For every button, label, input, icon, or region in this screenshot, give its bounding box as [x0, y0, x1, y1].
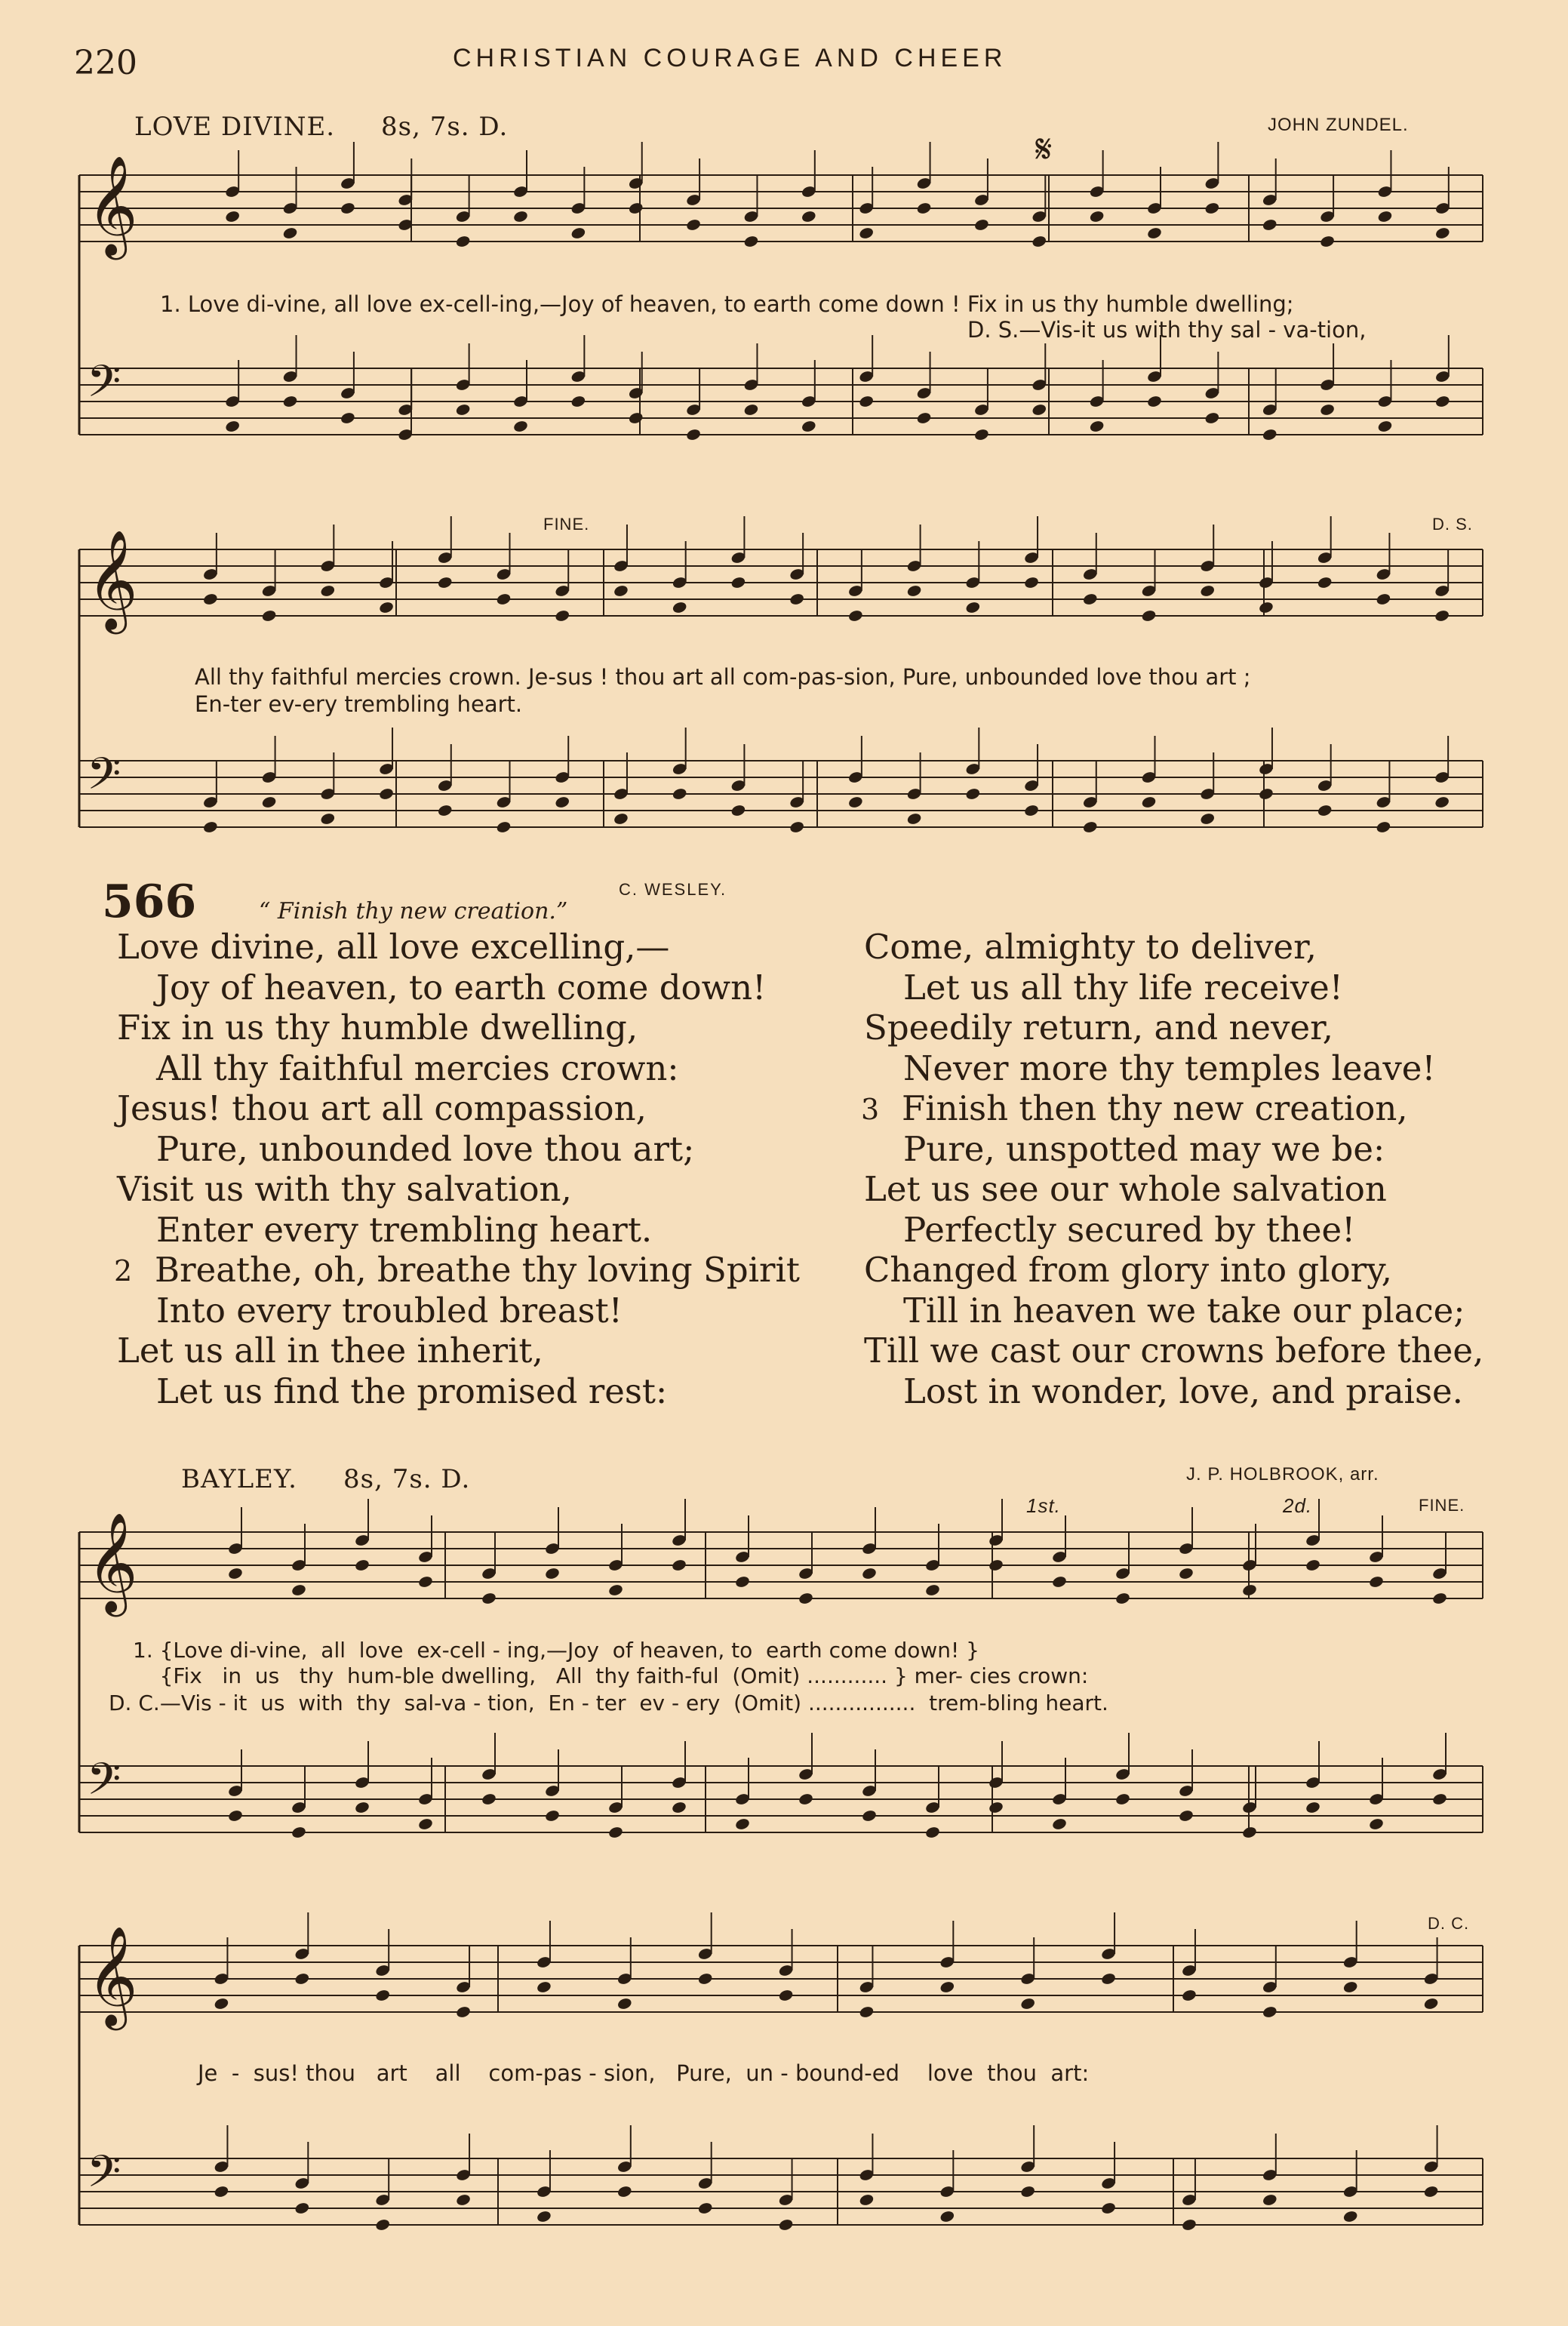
tune1-note: [1204, 411, 1220, 425]
tune2-note: [1305, 1801, 1321, 1814]
tune1-note: [672, 787, 687, 801]
tune2-note: [798, 1592, 813, 1605]
verse-line: Let us all thy life receive!: [903, 967, 1343, 1008]
tune1-note: [1377, 210, 1393, 223]
tune1-note: [1082, 820, 1098, 834]
tune2-note: [1178, 1809, 1194, 1823]
tune2-note: [1100, 2201, 1116, 2215]
verse-line: Pure, unbounded love thou art;: [156, 1128, 695, 1169]
tune1-note: [1146, 226, 1162, 240]
tune1-note: [437, 804, 453, 817]
tune2-note: [1241, 1826, 1257, 1839]
tune2-note: [1051, 1575, 1067, 1589]
tune1-note: [672, 601, 687, 614]
tune2-note: [536, 1980, 552, 1994]
tune2-dc: D. C.: [1428, 1914, 1470, 1933]
tune2-note: [354, 1801, 370, 1814]
tune2-note: [544, 1567, 560, 1580]
tune1-note: [1434, 609, 1450, 623]
tune1-composer: JOHN ZUNDEL.: [1268, 115, 1409, 135]
tune1-note: [965, 601, 981, 614]
tune2-note: [375, 1989, 391, 2002]
tune2-note: [417, 1575, 433, 1589]
verse-line: Let us find the promised rest:: [156, 1371, 668, 1411]
tune1-note: [1023, 804, 1039, 817]
tune1-note: [340, 202, 355, 215]
tune2-note: [671, 1801, 687, 1814]
tune2-note: [214, 1997, 229, 2011]
tune1-lyric-line4: En-ter ev-ery trembling heart.: [195, 691, 523, 717]
tune1-note: [1031, 235, 1047, 248]
verse-line: Fix in us thy humble dwelling,: [117, 1008, 638, 1048]
tune2-note: [227, 1567, 243, 1580]
tune1-note: [743, 403, 759, 417]
tune1-note: [378, 601, 394, 614]
tune1-note: [555, 609, 570, 623]
tune1-note: [1031, 403, 1047, 417]
tune1-note: [743, 235, 759, 248]
tune2-note: [455, 2005, 471, 2019]
verse-line: Lost in wonder, love, and praise.: [903, 1371, 1463, 1411]
tune2-note: [988, 1801, 1004, 1814]
tune2-note: [859, 2005, 875, 2019]
tune2-note: [939, 2210, 955, 2223]
tune2-note: [1431, 1792, 1447, 1806]
tune1-note: [685, 428, 701, 442]
tune1-note: [628, 411, 644, 425]
tune2-note: [1241, 1583, 1257, 1597]
tune1-note: [261, 795, 277, 809]
verse-line: Joy of heaven, to earth come down!: [156, 967, 767, 1008]
verse-line: Till we cast our crowns before thee,: [864, 1331, 1484, 1371]
tune1-note: [282, 395, 298, 408]
tune1-note: [1434, 395, 1450, 408]
treble-clef-icon: 𝄞: [87, 1512, 138, 1613]
tune1-note: [1262, 218, 1277, 232]
tune2-note: [697, 1972, 713, 1986]
tune1-note: [789, 592, 804, 606]
tune1-note: [1258, 787, 1274, 801]
tune1-note: [1200, 584, 1216, 598]
tune1-lyric-line3: All thy faithful mercies crown. Je-sus ! thou art all com-pas-sion, Pure, unbounded love thou art ;: [195, 664, 1251, 690]
tune1-note: [570, 395, 586, 408]
verse-line: All thy faithful mercies crown:: [156, 1048, 679, 1088]
tune1-note: [1146, 395, 1162, 408]
tune1-note: [1376, 592, 1391, 606]
tune1-note: [916, 202, 932, 215]
tune2-name: BAYLEY.: [181, 1464, 297, 1494]
tune1-note: [973, 218, 989, 232]
tune2-note: [294, 1972, 310, 1986]
tune1-note: [320, 812, 336, 826]
tune1-note: [1258, 601, 1274, 614]
tune2-note: [734, 1575, 750, 1589]
tune1-note: [906, 584, 922, 598]
tune2-note: [214, 2185, 229, 2198]
hymn-author: C. WESLEY.: [619, 880, 727, 899]
tune2-note: [481, 1592, 497, 1605]
verse-line: Jesus! thou art all compassion,: [117, 1088, 647, 1128]
verse-line: Love divine, all love excelling,—: [117, 927, 670, 967]
tune1-note: [570, 226, 586, 240]
tune2-note: [988, 1558, 1004, 1572]
tune2-note: [1368, 1817, 1384, 1831]
tune1-note: [496, 592, 512, 606]
tune2-note: [778, 1989, 794, 2002]
verse-line: Speedily return, and never,: [864, 1008, 1333, 1048]
tune1-note: [202, 592, 218, 606]
tune2-note: [481, 1792, 497, 1806]
tune1-note: [1319, 403, 1335, 417]
verse-line: Breathe, oh, breathe thy loving Spirit: [155, 1250, 800, 1290]
verse-line: Perfectly secured by thee!: [903, 1209, 1356, 1250]
tune1-note: [320, 584, 336, 598]
tune1-note: [1023, 576, 1039, 589]
treble-clef-icon: 𝄞: [87, 155, 138, 256]
tune2-note: [1020, 2185, 1036, 2198]
tune2-note: [861, 1567, 877, 1580]
tune2-lyric-line3: D. C.—Vis - it us with thy sal-va - tion, En - ter ev - ery (Omit) ................ trem-bling heart.: [109, 1691, 1108, 1715]
verse-line: Let us all in thee inherit,: [117, 1331, 543, 1371]
tune1-note: [455, 235, 471, 248]
verse-line: Changed from glory into glory,: [864, 1250, 1392, 1290]
tune2-note: [1181, 1989, 1197, 2002]
tune2-note: [354, 1558, 370, 1572]
tune2-note: [1262, 2193, 1277, 2207]
tune2-note: [778, 2218, 794, 2232]
bass-clef-icon: 𝄢: [87, 748, 121, 811]
tune2-note: [455, 2193, 471, 2207]
tune2-note: [1431, 1592, 1447, 1605]
tune1-note: [261, 609, 277, 623]
bass-clef-icon: 𝄢: [87, 2146, 121, 2208]
tune1-note: [801, 210, 816, 223]
tune1-note: [225, 420, 241, 433]
tune2-note: [924, 1583, 940, 1597]
tune1-note: [847, 609, 863, 623]
tune1-note: [282, 226, 298, 240]
tune2-note: [1423, 1997, 1439, 2011]
tune2-note: [1262, 2005, 1277, 2019]
tune1-note: [730, 804, 746, 817]
tune1-note: [378, 787, 394, 801]
tune1-note: [1434, 795, 1450, 809]
tune1-note: [613, 584, 629, 598]
tune2-note: [1342, 1980, 1358, 1994]
tune1-note: [202, 820, 218, 834]
hymn-number: 566: [102, 875, 197, 928]
tune2-composer: J. P. HOLBROOK, arr.: [1186, 1464, 1379, 1485]
verse-line: Come, almighty to deliver,: [864, 927, 1317, 967]
tune2-note: [1342, 2210, 1358, 2223]
verse-line: Till in heaven we take our place;: [903, 1290, 1465, 1331]
tune2-fine: FINE.: [1419, 1496, 1465, 1515]
tune1-ds: D. S.: [1432, 515, 1473, 534]
verse-line: Never more thy temples leave!: [903, 1048, 1436, 1088]
tune2-note: [697, 2201, 713, 2215]
tune2-note: [616, 1997, 632, 2011]
verse-number: 3: [861, 1093, 880, 1126]
verse-line: Into every troubled breast!: [156, 1290, 623, 1331]
tune1-note: [1376, 820, 1391, 834]
tune1-note: [340, 411, 355, 425]
tune1-note: [512, 420, 528, 433]
tune1-note: [512, 210, 528, 223]
verse-number: 2: [114, 1254, 133, 1288]
tune1-note: [1082, 592, 1098, 606]
tune1-note: [1317, 804, 1333, 817]
tune1-note: [1204, 202, 1220, 215]
tune1-note: [555, 795, 570, 809]
bass-clef-icon: 𝄢: [87, 355, 121, 418]
tune1-note: [973, 428, 989, 442]
tune1-note: [906, 812, 922, 826]
tune1-note: [1434, 226, 1450, 240]
tune1-lyric-line2: D. S.—Vis-it us with thy sal - va-tion,: [967, 317, 1367, 343]
verse-line: Pure, unspotted may we be:: [903, 1128, 1385, 1169]
page-number: 220: [74, 44, 137, 82]
bass-clef-icon: 𝄢: [87, 1753, 121, 1816]
tune1-note: [965, 787, 981, 801]
tune2-lyric-line4: Je - sus! thou art all com-pas - sion, Pure, un - bound-ed love thou art:: [198, 2060, 1090, 2086]
tune1-note: [685, 218, 701, 232]
tune1-note: [1262, 428, 1277, 442]
tune1-note: [916, 411, 932, 425]
tune2-note: [1178, 1567, 1194, 1580]
tune2-note: [1115, 1792, 1130, 1806]
running-head: CHRISTIAN COURAGE AND CHEER: [453, 44, 1007, 72]
tune2-note: [1305, 1558, 1321, 1572]
tune2-note: [607, 1826, 623, 1839]
tune1-note: [1089, 420, 1105, 433]
tune2-note: [227, 1809, 243, 1823]
tune1-note: [496, 820, 512, 834]
treble-clef-icon: 𝄞: [87, 1925, 138, 2026]
tune1-note: [455, 403, 471, 417]
tune2-meter: 8s, 7s. D.: [343, 1464, 471, 1494]
tune2-note: [939, 1980, 955, 1994]
verse-line: Let us see our whole salvation: [864, 1169, 1387, 1209]
tune1-note: [1141, 795, 1157, 809]
tune2-note: [375, 2218, 391, 2232]
tune2-note: [607, 1583, 623, 1597]
tune1-note: [1319, 235, 1335, 248]
tune2-note: [671, 1558, 687, 1572]
tune1-note: [225, 210, 241, 223]
tune1-note: [801, 420, 816, 433]
tune1-name: LOVE DIVINE.: [134, 112, 336, 142]
tune2-note: [616, 2185, 632, 2198]
segno-sign: 𝄋: [1035, 127, 1053, 172]
tune1-note: [789, 820, 804, 834]
tune1-note: [1317, 576, 1333, 589]
tune1-fine: FINE.: [543, 515, 590, 534]
hymn-motto: “ Finish thy new creation.”: [259, 898, 568, 925]
tune2-note: [294, 2201, 310, 2215]
tune1-note: [730, 576, 746, 589]
tune2-note: [1051, 1817, 1067, 1831]
tune2-note: [536, 2210, 552, 2223]
tune1-note: [859, 395, 875, 408]
tune2-note: [1423, 2185, 1439, 2198]
tune2-note: [798, 1792, 813, 1806]
tune2-note: [924, 1826, 940, 1839]
tune1-note: [1089, 210, 1105, 223]
tune1-lyric-line1: 1. Love di-vine, all love ex-cell-ing,—Joy of heaven, to earth come down ! Fix in us thy humble dwelling;: [160, 291, 1294, 317]
verse-line: Visit us with thy salvation,: [117, 1169, 572, 1209]
tune2-note: [861, 1809, 877, 1823]
tune1-note: [437, 576, 453, 589]
tune2-note: [417, 1817, 433, 1831]
tune1-note: [859, 226, 875, 240]
tune2-note: [1020, 1997, 1036, 2011]
tune2-note: [544, 1809, 560, 1823]
first-ending-label: 1st.: [1026, 1494, 1061, 1517]
verse-line: Finish then thy new creation,: [902, 1088, 1408, 1128]
second-ending-label: 2d.: [1283, 1494, 1313, 1517]
verse-line: Enter every trembling heart.: [156, 1209, 653, 1250]
tune2-note: [1100, 1972, 1116, 1986]
tune1-meter: 8s, 7s. D.: [381, 112, 509, 142]
tune1-note: [628, 202, 644, 215]
tune2-note: [734, 1817, 750, 1831]
tune2-note: [1181, 2218, 1197, 2232]
tune2-note: [859, 2193, 875, 2207]
tune1-note: [1377, 420, 1393, 433]
tune2-note: [291, 1826, 306, 1839]
tune2-note: [1368, 1575, 1384, 1589]
tune1-note: [1141, 609, 1157, 623]
tune1-note: [847, 795, 863, 809]
tune1-note: [613, 812, 629, 826]
tune2-note: [1115, 1592, 1130, 1605]
tune2-lyric-line2: {Fix in us thy hum-ble dwelling, All thy faith-ful (Omit) ............ } mer- cies crown:: [133, 1663, 1089, 1688]
tune1-note: [1200, 812, 1216, 826]
tune2-lyric-line1: 1. {Love di-vine, all love ex-cell - ing,—Joy of heaven, to earth come down! }: [133, 1638, 979, 1663]
treble-clef-icon: 𝄞: [87, 529, 138, 630]
tune2-note: [291, 1583, 306, 1597]
